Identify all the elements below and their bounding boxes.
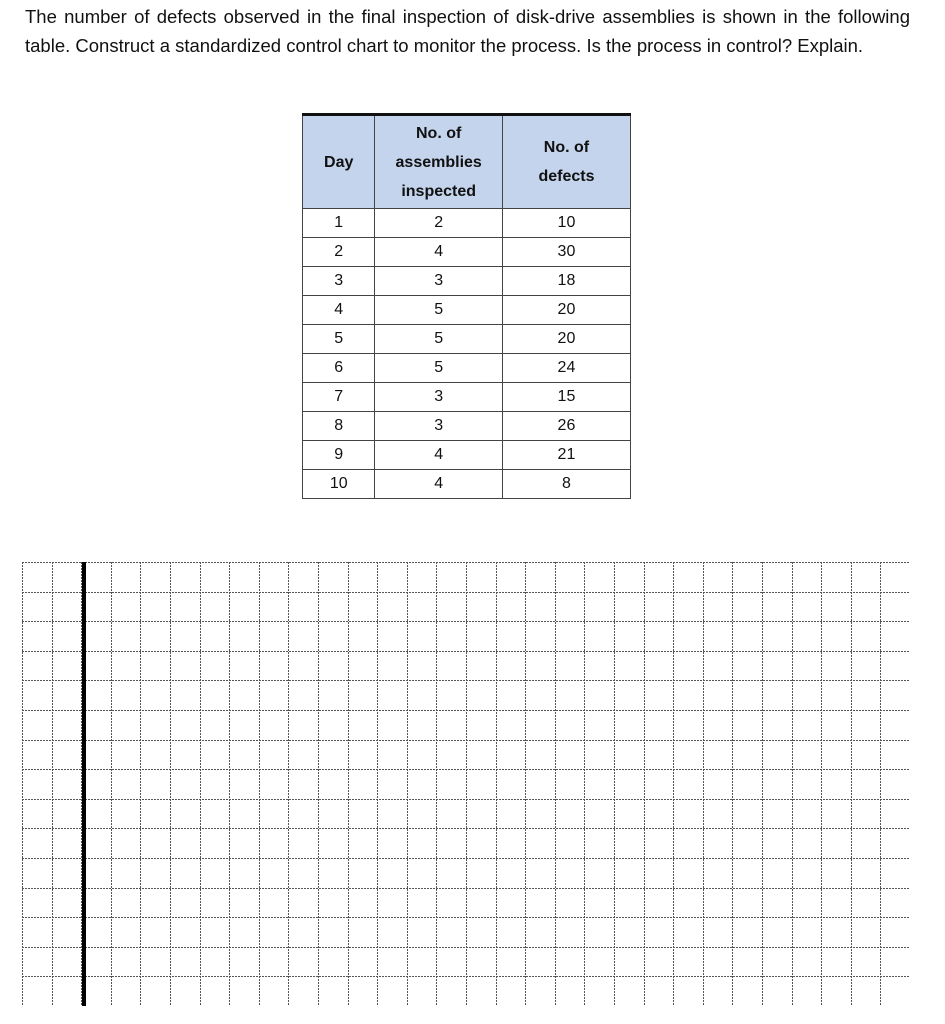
header-defects [502,115,630,209]
table-header-row [303,115,631,209]
cell-day: 1 [303,209,375,238]
cell-assemblies: 5 [375,325,502,354]
cell-assemblies: 4 [375,441,502,470]
cell-defects: 24 [502,354,630,383]
header-assemblies-line: No. of [416,124,462,142]
cell-day: 4 [303,296,375,325]
header-assemblies [375,115,502,209]
cell-assemblies: 5 [375,354,502,383]
cell-day: 3 [303,267,375,296]
cell-defects: 10 [502,209,630,238]
cell-day: 10 [303,470,375,499]
question-text: The number of defects observed in the final inspection of disk-drive assemblies is shown in the following table. Construct a standardized control chart to monitor the process. Is the process in control? Explain. [25,6,910,56]
cell-assemblies: 4 [375,238,502,267]
table-row [303,441,631,470]
cell-defects: 20 [502,325,630,354]
graph-paper-grid [22,562,910,1006]
header-assemblies-line: inspected [401,182,477,200]
cell-assemblies: 3 [375,412,502,441]
cell-defects: 15 [502,383,630,412]
header-defects-line: No. of [543,139,590,156]
header-day: Day [303,115,375,209]
cell-assemblies: 4 [375,470,502,499]
cell-defects: 21 [502,441,630,470]
cell-day: 8 [303,412,375,441]
cell-defects: 8 [502,470,630,499]
table-row [303,412,631,441]
cell-day: 9 [303,441,375,470]
cell-day: 5 [303,325,375,354]
table-row [303,238,631,267]
header-defects-line: defects [538,168,595,185]
table-row [303,470,631,499]
cell-defects: 30 [502,238,630,267]
cell-day: 7 [303,383,375,412]
cell-defects: 26 [502,412,630,441]
cell-defects: 18 [502,267,630,296]
table-row [303,383,631,412]
table-row [303,267,631,296]
table-row [303,325,631,354]
table-row [303,354,631,383]
cell-day: 2 [303,238,375,267]
table-row [303,296,631,325]
cell-day: 6 [303,354,375,383]
cell-assemblies: 3 [375,383,502,412]
cell-assemblies: 2 [375,209,502,238]
table-row [303,209,631,238]
defects-table [302,113,631,499]
cell-assemblies: 3 [375,267,502,296]
header-assemblies-line: assemblies [395,153,482,171]
cell-defects: 20 [502,296,630,325]
cell-assemblies: 5 [375,296,502,325]
